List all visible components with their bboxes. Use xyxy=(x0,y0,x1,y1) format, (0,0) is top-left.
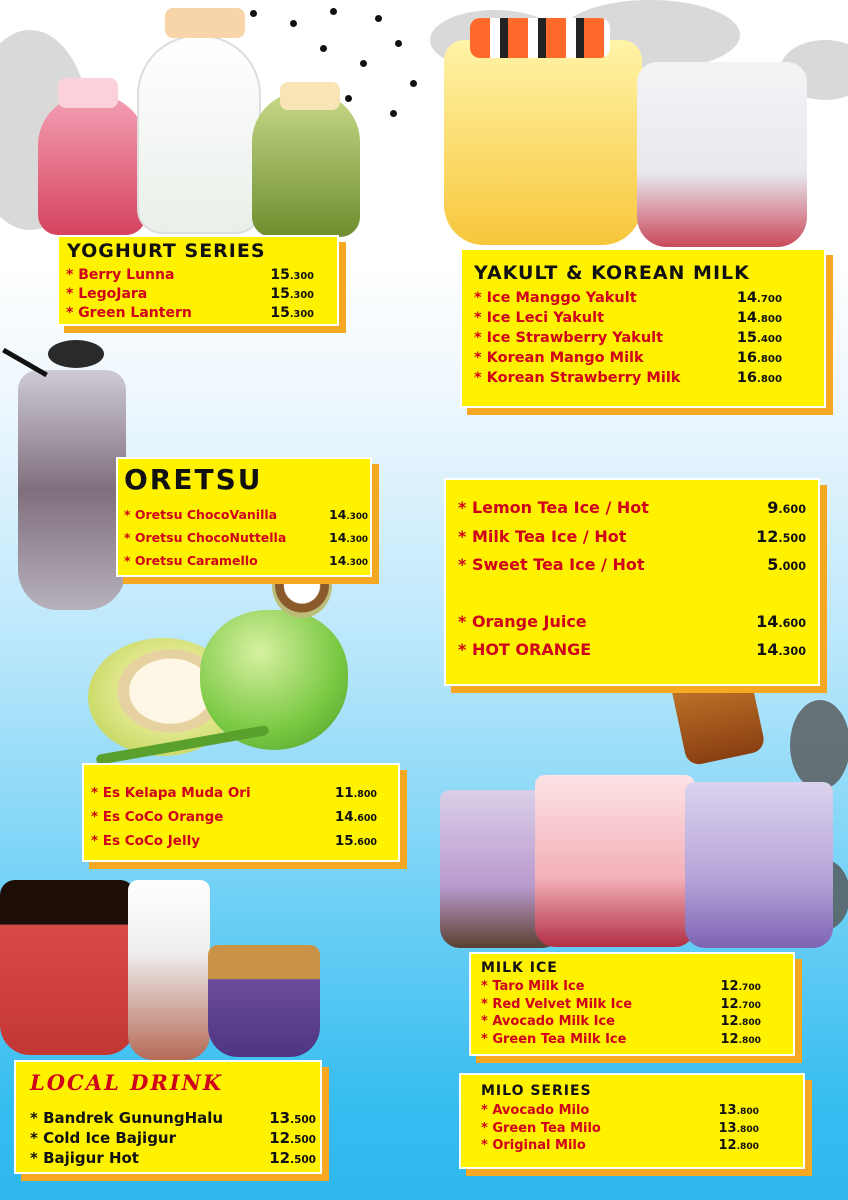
oretsu-item-list xyxy=(124,503,368,572)
price-main: 15 xyxy=(334,833,354,849)
menu-item-name: * Taro Milk Ice xyxy=(481,979,585,994)
price-main: 12 xyxy=(720,1031,739,1047)
price-decimal: .800 xyxy=(757,354,782,365)
price-main: 14 xyxy=(329,530,347,545)
price-main: 12 xyxy=(756,526,779,546)
menu-item xyxy=(30,1108,316,1128)
green-yoghurt-glass xyxy=(252,92,360,237)
price-decimal: .600 xyxy=(353,837,377,848)
price-decimal: .000 xyxy=(778,560,806,573)
decor-dot xyxy=(249,9,259,19)
price-decimal: .300 xyxy=(778,645,806,658)
menu-item xyxy=(474,368,782,388)
menu-item xyxy=(474,328,782,348)
milo-series-title: MILO SERIES xyxy=(481,1083,592,1099)
price-main: 15 xyxy=(270,267,290,283)
menu-item-price xyxy=(269,1108,316,1130)
menu-item-name: * Bajigur Hot xyxy=(30,1149,139,1167)
oretsu-glass xyxy=(18,370,126,610)
milk-ice-item-list xyxy=(481,978,761,1048)
price-decimal: .800 xyxy=(738,1035,761,1046)
red-velvet-milk-cup xyxy=(535,775,695,947)
menu-item xyxy=(474,288,782,308)
tea-orange-box xyxy=(444,478,820,686)
menu-item-name: * HOT ORANGE xyxy=(458,640,592,659)
menu-item-name: * Oretsu Caramello xyxy=(124,553,258,568)
milo-item-list xyxy=(481,1102,759,1155)
price-main: 13 xyxy=(269,1109,291,1127)
milk-ice-title: MILK ICE xyxy=(481,960,558,976)
price-decimal: .300 xyxy=(289,290,314,301)
price-decimal: .300 xyxy=(289,271,314,282)
price-main: 14 xyxy=(756,611,779,631)
price-main: 15 xyxy=(270,305,290,321)
menu-item-name: * Berry Lunna xyxy=(66,267,175,283)
price-decimal: .300 xyxy=(346,535,368,545)
menu-item xyxy=(91,805,377,829)
menu-item xyxy=(481,996,761,1014)
menu-item xyxy=(458,523,806,552)
menu-item-name: * Avocado Milo xyxy=(481,1103,590,1118)
menu-item xyxy=(458,494,806,523)
menu-item-name: * Lemon Tea Ice / Hot xyxy=(458,498,649,517)
menu-item-price xyxy=(718,1137,759,1157)
menu-item-price xyxy=(737,308,782,330)
menu-item-name: * Es CoCo Orange xyxy=(91,809,224,825)
menu-item-name: * Milk Tea Ice / Hot xyxy=(458,526,627,546)
menu-item xyxy=(458,551,806,580)
menu-item-price xyxy=(737,368,782,390)
yoghurt-series-title: YOGHURT SERIES xyxy=(67,240,266,262)
price-main: 14 xyxy=(756,640,779,659)
grey-splatter xyxy=(790,700,848,790)
straw-icon xyxy=(2,348,48,377)
menu-item xyxy=(91,781,377,805)
decor-dot xyxy=(329,7,339,17)
berry-yoghurt-glass xyxy=(38,95,146,235)
menu-item-name: * Cold Ice Bajigur xyxy=(30,1129,177,1147)
price-main: 13 xyxy=(718,1120,737,1136)
menu-item-name: * Green Tea Milo xyxy=(481,1120,601,1136)
menu-item-name: * Green Tea Milk Ice xyxy=(481,1031,627,1047)
marshmallow-icon xyxy=(280,82,340,110)
menu-item-name: * Bandrek GunungHalu xyxy=(30,1109,224,1127)
price-main: 12 xyxy=(269,1149,291,1167)
local-drink-box xyxy=(14,1060,322,1174)
decor-dot xyxy=(374,14,384,24)
menu-item-name: * Korean Strawberry Milk xyxy=(474,370,681,386)
menu-item-name: * Original Milo xyxy=(481,1138,586,1153)
price-main: 15 xyxy=(736,330,758,346)
menu-item xyxy=(458,636,806,665)
yakult-item-list xyxy=(474,288,782,388)
local-drink-title: LOCAL DRINK xyxy=(30,1070,224,1095)
price-main: 12 xyxy=(718,1138,737,1153)
price-decimal: .600 xyxy=(353,813,377,824)
price-decimal: .700 xyxy=(738,1000,761,1011)
menu-item xyxy=(481,1013,761,1031)
price-decimal: .500 xyxy=(290,1114,316,1126)
menu-item-name: * Ice Strawberry Yakult xyxy=(474,330,664,346)
menu-item-price xyxy=(329,549,368,575)
price-decimal: .500 xyxy=(290,1134,316,1146)
menu-item-name: * Es CoCo Jelly xyxy=(91,833,201,849)
menu-item-price xyxy=(270,304,314,324)
menu-item-name: * Avocado Milk Ice xyxy=(481,1014,615,1029)
menu-item xyxy=(481,1120,759,1138)
price-decimal: .800 xyxy=(736,1142,759,1152)
price-decimal: .800 xyxy=(736,1107,759,1117)
price-main: 11 xyxy=(334,785,354,801)
price-main: 9 xyxy=(767,498,779,517)
price-main: 12 xyxy=(720,1014,739,1029)
korean-strawberry-cup xyxy=(637,62,807,247)
yoghurt-series-box xyxy=(57,235,339,326)
menu-item xyxy=(66,266,314,285)
menu-item xyxy=(481,978,761,996)
bandrek-mug-icon xyxy=(208,945,320,1057)
menu-item-name: * Ice Manggo Yakult xyxy=(474,290,637,306)
decor-dot xyxy=(409,79,419,89)
menu-item-name: * Ice Leci Yakult xyxy=(474,310,605,326)
price-decimal: .500 xyxy=(290,1154,316,1166)
price-decimal: .800 xyxy=(736,1124,759,1135)
menu-item xyxy=(481,1031,761,1049)
price-decimal: .800 xyxy=(738,1018,761,1028)
decor-dot xyxy=(319,44,329,54)
price-main: 14 xyxy=(329,553,347,568)
price-decimal: .800 xyxy=(757,374,782,385)
price-main: 16 xyxy=(736,350,758,366)
menu-item-price xyxy=(270,266,314,286)
menu-item xyxy=(30,1128,316,1148)
decor-dot xyxy=(344,94,354,104)
vanilla-yoghurt-glass xyxy=(137,35,261,234)
price-decimal: .500 xyxy=(778,531,806,545)
price-main: 14 xyxy=(736,310,758,326)
menu-item-name: * LegoJara xyxy=(66,286,148,302)
price-main: 14 xyxy=(736,290,758,306)
price-decimal: .300 xyxy=(346,512,368,522)
milo-series-box xyxy=(459,1073,805,1169)
menu-item xyxy=(481,1102,759,1120)
price-main: 16 xyxy=(736,370,758,386)
menu-item-price xyxy=(767,494,806,525)
menu-item xyxy=(481,1137,759,1155)
menu-item-price xyxy=(756,608,806,639)
mango-yakult-cup xyxy=(444,40,642,245)
menu-item xyxy=(124,549,368,572)
menu-item-price xyxy=(756,523,806,554)
taro-ice-cup xyxy=(685,782,833,948)
menu-item xyxy=(30,1148,316,1168)
menu-item-name: * Orange Juice xyxy=(458,611,587,631)
price-decimal: .600 xyxy=(778,616,806,630)
menu-item-price xyxy=(737,328,782,350)
menu-item-price xyxy=(269,1148,316,1170)
local-drink-item-list xyxy=(30,1108,316,1168)
oretsu-box xyxy=(116,457,372,577)
menu-item-price xyxy=(270,285,314,305)
menu-item-name: * Oretsu ChocoVanilla xyxy=(124,507,278,522)
decor-dot xyxy=(394,39,404,49)
yoghurt-item-list xyxy=(66,266,314,323)
menu-item-name: * Korean Mango Milk xyxy=(474,350,644,366)
menu-item-name: * Es Kelapa Muda Ori xyxy=(91,785,251,801)
price-decimal: .700 xyxy=(757,294,782,305)
coconut-item-list xyxy=(91,781,377,853)
price-main: 12 xyxy=(720,979,739,994)
menu-item xyxy=(66,285,314,304)
menu-item-name: * Red Velvet Milk Ice xyxy=(481,996,633,1012)
price-main: 14 xyxy=(334,809,354,825)
menu-item xyxy=(91,829,377,853)
decor-dot xyxy=(389,109,399,119)
menu-item-name: * Green Lantern xyxy=(66,305,192,321)
menu-item-price xyxy=(335,781,377,807)
menu-item-price xyxy=(737,288,782,310)
price-main: 5 xyxy=(767,555,779,574)
coffee-mug-icon xyxy=(0,880,135,1055)
price-main: 14 xyxy=(329,507,347,522)
menu-item xyxy=(124,526,368,549)
jelly-topping-icon xyxy=(470,18,610,58)
milk-ice-box xyxy=(469,952,795,1056)
price-decimal: .400 xyxy=(757,334,782,345)
price-decimal: .700 xyxy=(738,983,761,993)
menu-item-price xyxy=(756,636,806,667)
menu-item-price xyxy=(335,805,377,831)
oretsu-title: ORETSU xyxy=(124,463,263,496)
price-decimal: .600 xyxy=(778,503,806,516)
price-main: 12 xyxy=(720,996,739,1012)
price-decimal: .300 xyxy=(346,558,368,568)
yakult-korean-milk-box xyxy=(460,248,826,408)
marshmallow-icon xyxy=(165,8,245,38)
coconut-box xyxy=(82,763,400,862)
oreo-cookie-icon xyxy=(48,340,104,368)
yakult-korean-milk-title: YAKULT & KOREAN MILK xyxy=(474,262,750,284)
price-main: 12 xyxy=(269,1129,291,1147)
menu-item-price xyxy=(335,829,377,855)
menu-item xyxy=(474,308,782,328)
menu-item-name: * Oretsu ChocoNuttella xyxy=(124,530,287,545)
decor-dot xyxy=(289,19,299,29)
menu-item-name: * Sweet Tea Ice / Hot xyxy=(458,555,645,574)
menu-item xyxy=(124,503,368,526)
price-main: 13 xyxy=(718,1103,737,1118)
menu-item xyxy=(458,608,806,637)
menu-item-price xyxy=(269,1128,316,1150)
menu-item-price xyxy=(737,348,782,370)
menu-item-price xyxy=(720,1031,761,1051)
price-decimal: .300 xyxy=(289,309,314,320)
menu-item-price xyxy=(767,551,806,582)
price-main: 15 xyxy=(270,286,290,302)
menu-item xyxy=(66,304,314,323)
tea-item-list xyxy=(458,494,806,665)
marshmallow-icon xyxy=(58,78,118,108)
price-decimal: .800 xyxy=(757,314,782,325)
menu-item xyxy=(474,348,782,368)
price-decimal: .800 xyxy=(353,789,377,800)
decor-dot xyxy=(359,59,369,69)
bajigur-glass xyxy=(128,880,210,1060)
coconut-whole-icon xyxy=(200,610,348,750)
